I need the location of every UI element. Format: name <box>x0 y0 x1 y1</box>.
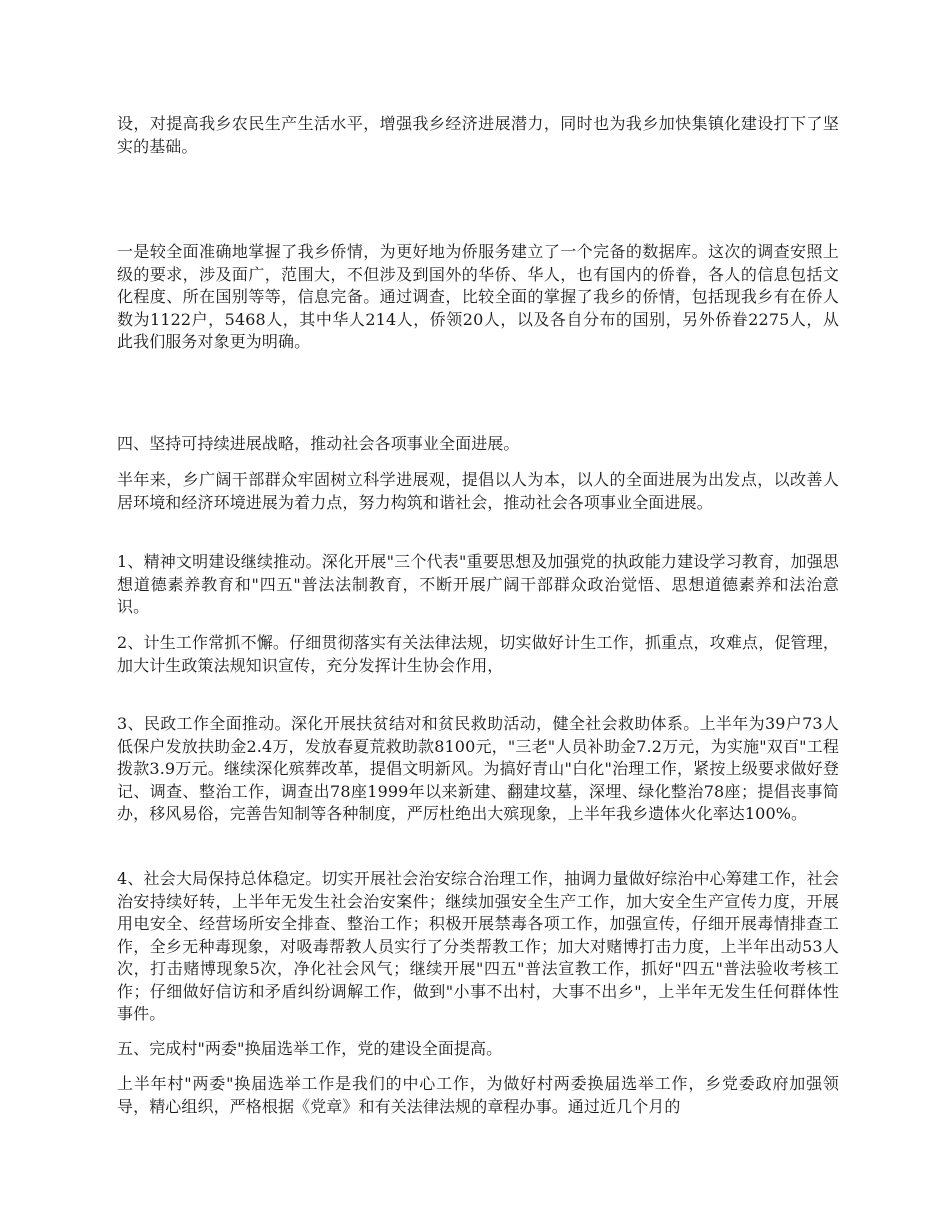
section-heading-four: 四、坚持可持续进展战略，推动社会各项事业全面进展。 <box>117 434 520 453</box>
paragraph-civil-affairs: 3、民政工作全面推动。深化开展扶贫结对和贫民救助活动，健全社会救助体系。上半年为39户73人低保户发放扶助金2.4万，发放春夏荒救助款8100元，"三老"人员补助金7.2万元，为实施"双百"工程拨款3.9万元。继续深化殡葬改革，提倡文明新风。为搞好青山"白化"治理工作，紧按上级要求做好登记、调查、整治工作，调查出78座1999年以来新建、翻建坟墓，深埋、绿化整治78座；提倡丧事简办，移风易俗，完善告知制等各种制度，严厉杜绝出大殡现象，上半年我乡遗体火化率达100%。 <box>117 714 839 823</box>
section-heading-five: 五、完成村"两委"换届选举工作，党的建设全面提高。 <box>117 1039 503 1058</box>
paragraph-social-stability: 4、社会大局保持总体稳定。切实开展社会治安综合治理工作，抽调力量做好综治中心筹建工作，社会治安持续好转，上半年无发生社会治安案件；继续加强安全生产工作，加大安全生产宣传力度，开展用电安全、经营场所安全排查、整治工作；积极开展禁毒各项工作，加强宣传，仔细开展毒情排查工作，全乡无种毒现象，对吸毒帮教人员实行了分类帮教工作；加大对赌博打击力度，上半年出动53人次，打击赌博现象5次，净化社会风气；继续开展"四五"普法宣教工作，抓好"四五"普法验收考核工作；仔细做好信访和矛盾纠纷调解工作，做到"小事不出村，大事不出乡"，上半年无发生任何群体性事件。 <box>117 869 839 1023</box>
paragraph-half-year-overview: 半年来，乡广阔干部群众牢固树立科学进展观，提倡以人为本，以人的全面进展为出发点，以改善人居环境和经济环境进展为着力点，努力构筑和谐社会，推动社会各项事业全面进展。 <box>117 470 839 512</box>
paragraph-overseas-survey: 一是较全面准确地掌握了我乡侨情，为更好地为侨服务建立了一个完备的数据库。这次的调查安照上级的要求，涉及面广，范围大，不但涉及到国外的华侨、华人，也有国内的侨眷，各人的信息包括文化程度、所在国别等等，信息完备。通过调查，比较全面的掌握了我乡的侨情，包括现我乡有在侨人数为1122户，5468人，其中华人214人，侨领20人，以及各自分布的国别，另外侨眷2275人，从此我们服务对象更为明确。 <box>117 242 839 351</box>
paragraph-continuation: 设，对提高我乡农民生产生活水平，增强我乡经济进展潜力，同时也为我乡加快集镇化建设打下了坚实的基础。 <box>117 114 839 156</box>
paragraph-election-work: 上半年村"两委"换届选举工作是我们的中心工作，为做好村两委换届选举工作，乡党委政府加强领导，精心组织，严格根据《党章》和有关法律法规的章程办事。通过近几个月的 <box>117 1074 839 1116</box>
paragraph-spiritual-civilization: 1、精神文明建设继续推动。深化开展"三个代表"重要思想及加强党的执政能力建设学习教育，加强思想道德素养教育和"四五"普法法制教育，不断开展广阔干部群众政治觉悟、思想道德素养和法治意识。 <box>117 552 839 616</box>
paragraph-family-planning: 2、计生工作常抓不懈。仔细贯彻落实有关法律法规，切实做好计生工作，抓重点，攻难点，促管理，加大计生政策法规知识宣传，充分发挥计生协会作用， <box>117 633 839 675</box>
